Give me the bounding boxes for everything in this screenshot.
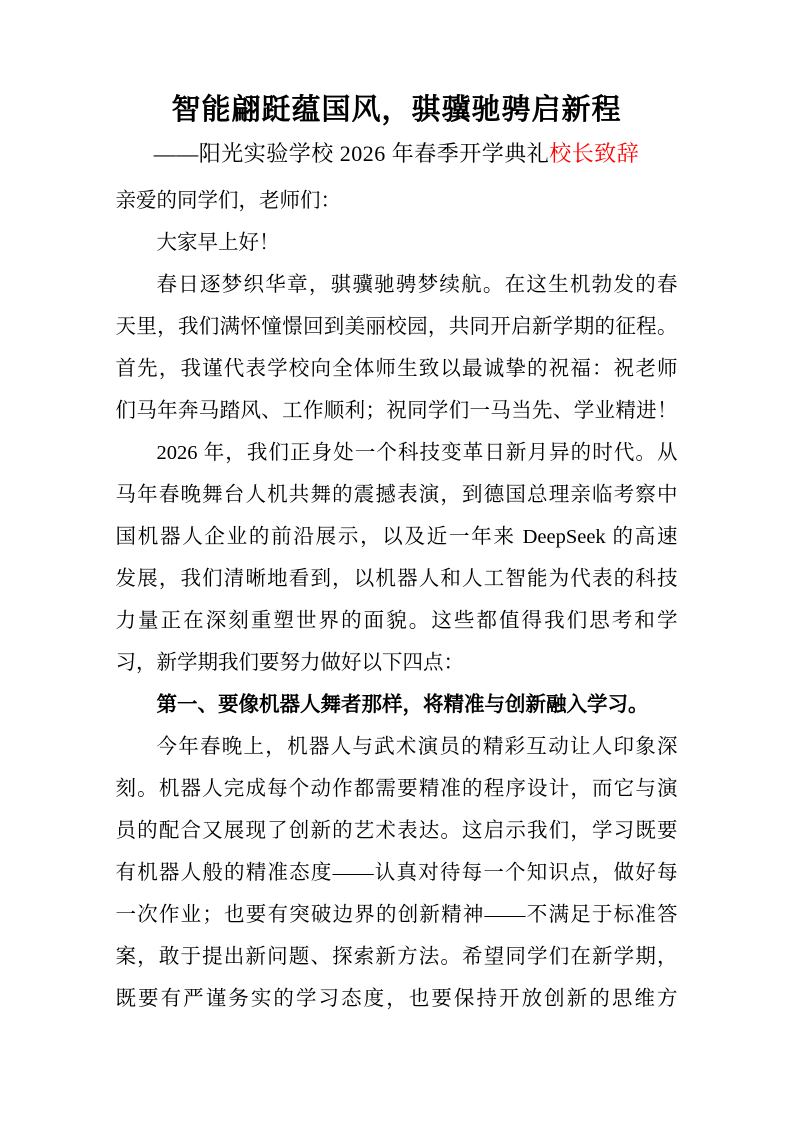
body-text-line: 亲爱的同学们，老师们： bbox=[115, 190, 341, 212]
document-subtitle bbox=[0, 132, 793, 176]
body-text-line: 有机器人般的精准态度——认真对待每一个知识点，做好每 bbox=[115, 862, 678, 884]
body-heading-line: 第一、要像机器人舞者那样，将精准与创新融入学习。 bbox=[156, 694, 649, 716]
document-title: 智能翩跹蕴国风，骐骥驰骋启新程 bbox=[171, 94, 622, 126]
document-body bbox=[116, 180, 678, 1020]
body-text-line: 习，新学期我们要努力做好以下四点： bbox=[115, 652, 464, 674]
body-text-line: 2026 年，我们正身处一个科技变革日新月异的时代。从 bbox=[156, 442, 678, 464]
body-text-line: 员的配合又展现了创新的艺术表达。这启示我们，学习既要 bbox=[115, 820, 678, 842]
body-text-line: 发展，我们清晰地看到，以机器人和人工智能为代表的科技 bbox=[115, 568, 678, 590]
body-text-line: 国机器人企业的前沿展示，以及近一年来 DeepSeek 的高速 bbox=[115, 526, 678, 548]
body-text-line: 大家早上好！ bbox=[156, 232, 280, 254]
body-text-line: 刻。机器人完成每个动作都需要精准的程序设计，而它与演 bbox=[115, 778, 678, 800]
body-text-line: 马年春晚舞台人机共舞的震撼表演，到德国总理亲临考察中 bbox=[115, 484, 678, 506]
body-text-line: 今年春晚上，机器人与武术演员的精彩互动让人印象深 bbox=[156, 736, 678, 758]
body-text-line: 首先，我谨代表学校向全体师生致以最诚挚的祝福：祝老师 bbox=[115, 358, 678, 380]
subtitle-highlight: 校长致辞 bbox=[549, 141, 640, 166]
body-text-line: 们马年奔马踏风、工作顺利；祝同学们一马当先、学业精进！ bbox=[115, 400, 678, 422]
body-text-line: 力量正在深刻重塑世界的面貌。这些都值得我们思考和学 bbox=[115, 610, 678, 632]
body-text-line: 案，敢于提出新问题、探索新方法。希望同学们在新学期， bbox=[115, 946, 678, 968]
subtitle-text: ——阳光实验学校 2026 年春季开学典礼 bbox=[153, 141, 550, 166]
body-text-line: 既要有严谨务实的学习态度，也要保持开放创新的思维方 bbox=[115, 988, 678, 1010]
body-text-line: 天里，我们满怀憧憬回到美丽校园，共同开启新学期的征程。 bbox=[115, 316, 678, 338]
body-text-line: 一次作业；也要有突破边界的创新精神——不满足于标准答 bbox=[115, 904, 678, 926]
body-text-line: 春日逐梦织华章，骐骥驰骋梦续航。在这生机勃发的春 bbox=[156, 274, 678, 296]
